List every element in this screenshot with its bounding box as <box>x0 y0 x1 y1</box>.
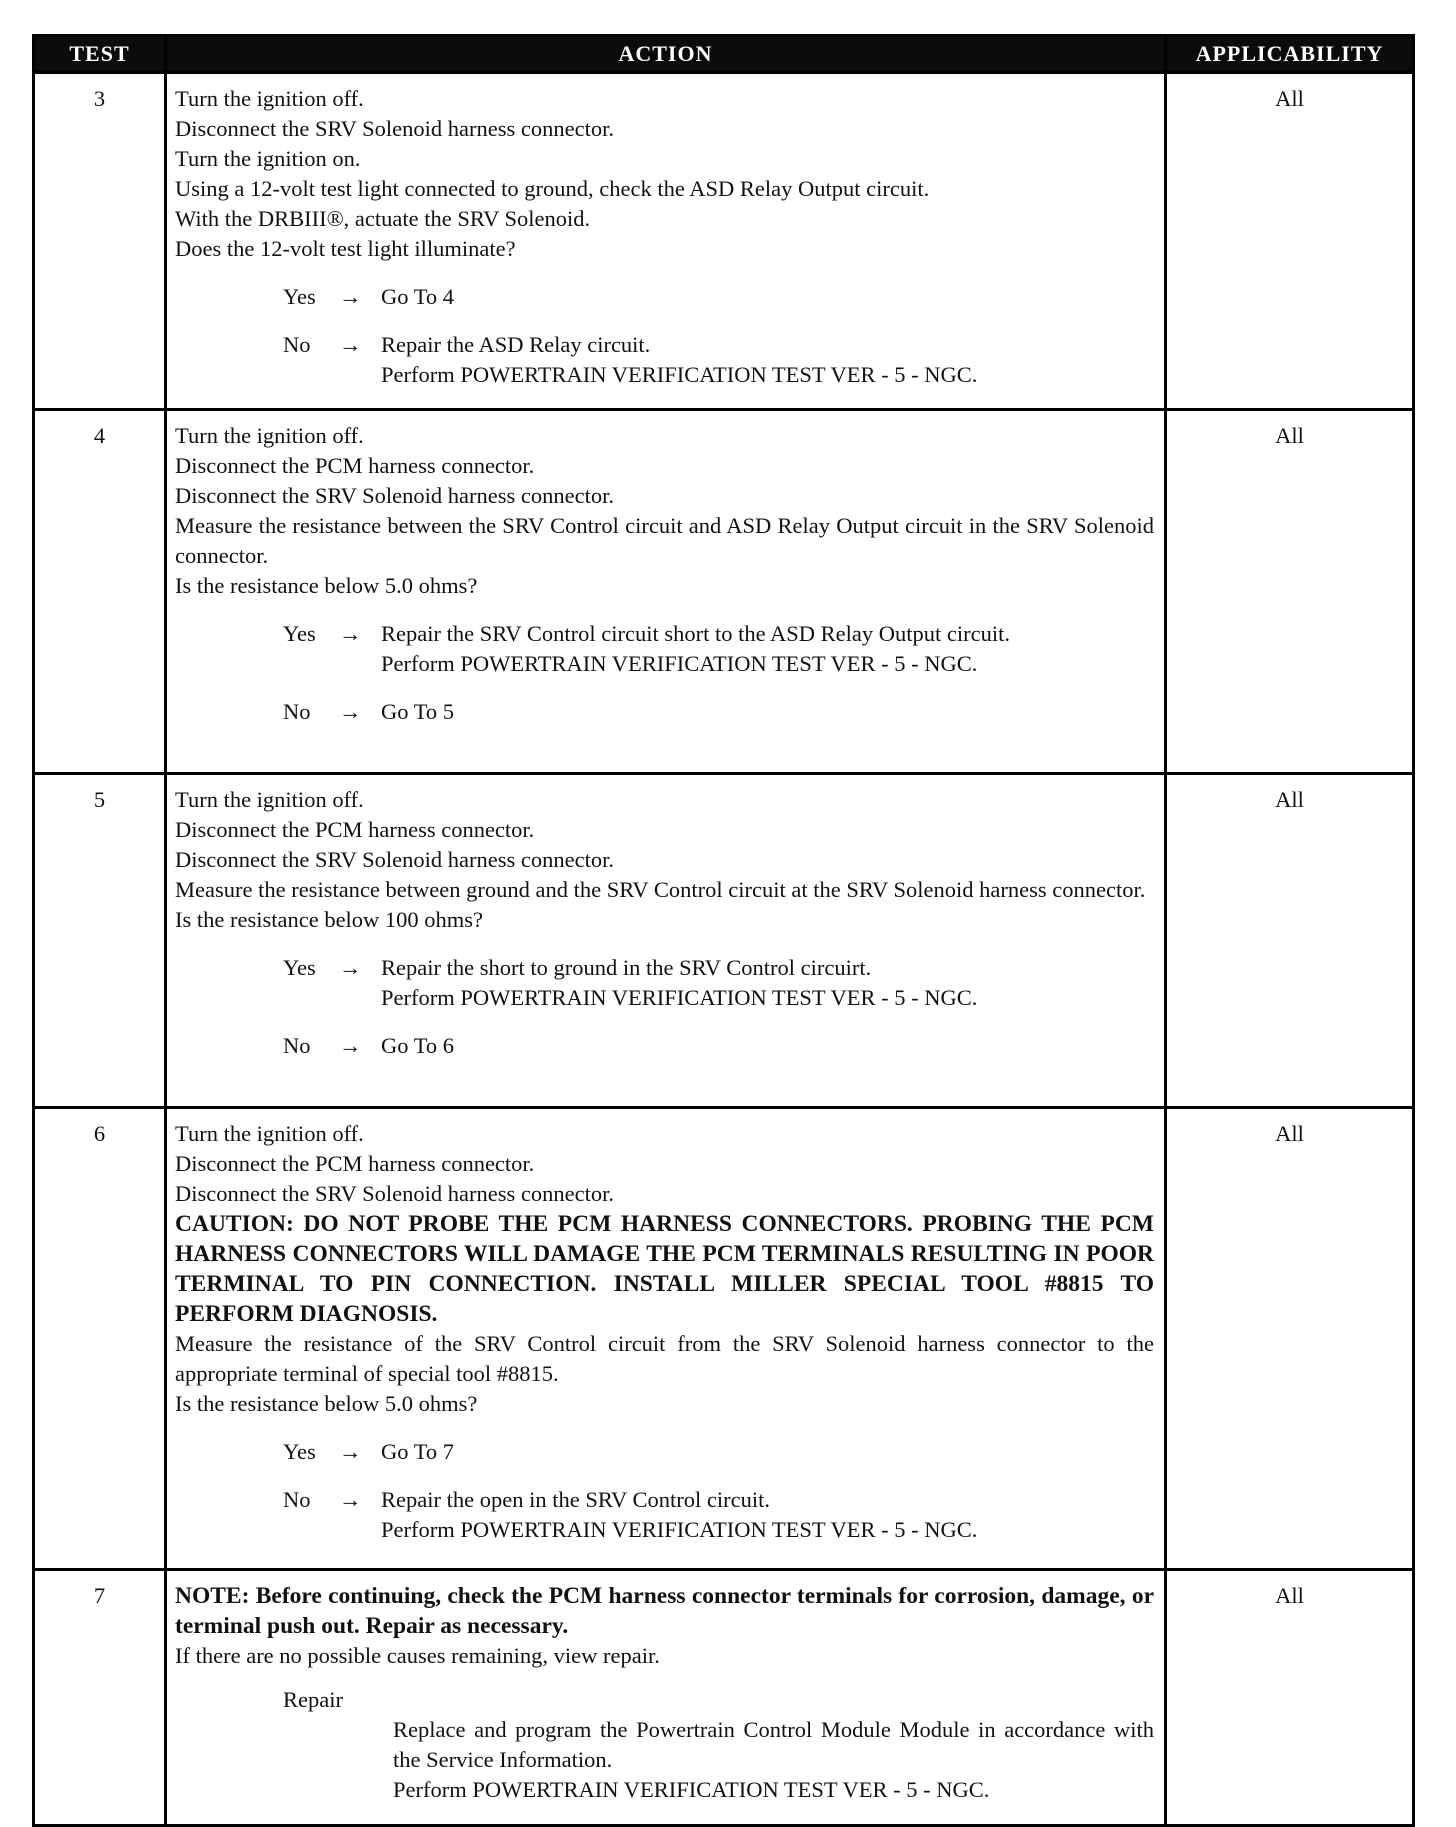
yes-label: Yes <box>283 955 316 980</box>
action-cell <box>166 1570 1166 1826</box>
yes-result: Repair the SRV Control circuit short to the ASD Relay Output circuit. <box>381 621 1010 646</box>
arrow-right-icon: → <box>339 1033 362 1058</box>
repair-result: Replace and program the Powertrain Control Module Module in accordance with the Service Information. <box>393 1717 1154 1772</box>
applicability-cell: All <box>1166 73 1414 410</box>
test-number: 4 <box>34 410 166 774</box>
action-step: Disconnect the SRV Solenoid harness connector. <box>175 1181 614 1206</box>
header-applicability: APPLICABILITY <box>1166 36 1414 73</box>
test-number: 7 <box>34 1570 166 1826</box>
applicability-cell: All <box>1166 1108 1414 1570</box>
no-result: Repair the open in the SRV Control circuit. <box>381 1487 770 1512</box>
no-label: No <box>283 1487 311 1512</box>
table-row <box>34 73 1414 410</box>
yes-result: Repair the short to ground in the SRV Control circuirt. <box>381 955 872 980</box>
applicability-cell: All <box>1166 410 1414 774</box>
no-label: No <box>283 332 311 357</box>
action-question: Is the resistance below 5.0 ohms? <box>175 1391 478 1416</box>
action-step: Disconnect the SRV Solenoid harness connector. <box>175 116 614 141</box>
yes-branch <box>175 282 1154 312</box>
action-step: Disconnect the SRV Solenoid harness connector. <box>175 483 614 508</box>
action-cell <box>166 410 1166 774</box>
diagnostic-test-page <box>32 34 1412 1827</box>
repair-label: Repair <box>283 1687 343 1712</box>
action-step: With the DRBIII®, actuate the SRV Solenoid. <box>175 206 591 231</box>
action-step: Disconnect the PCM harness connector. <box>175 817 535 842</box>
table-row <box>34 774 1414 1108</box>
action-question: Is the resistance below 100 ohms? <box>175 907 484 932</box>
action-step: Disconnect the PCM harness connector. <box>175 1151 535 1176</box>
action-question: Is the resistance below 5.0 ohms? <box>175 573 478 598</box>
arrow-right-icon: → <box>339 1487 362 1512</box>
no-label: No <box>283 699 311 724</box>
yes-result: Perform POWERTRAIN VERIFICATION TEST VER - 5 - NGC. <box>381 651 978 676</box>
action-cell <box>166 73 1166 410</box>
no-branch <box>175 1485 1154 1545</box>
no-label: No <box>283 1033 311 1058</box>
action-step: Measure the resistance of the SRV Control circuit from the SRV Solenoid harness connector to the appropriate terminal of special tool #8815. <box>175 1331 1154 1386</box>
action-step: Using a 12-volt test light connected to ground, check the ASD Relay Output circuit. <box>175 176 930 201</box>
applicability-cell: All <box>1166 774 1414 1108</box>
no-result: Go To 6 <box>381 1033 455 1058</box>
no-branch <box>175 1031 1154 1061</box>
action-cell <box>166 1108 1166 1570</box>
caution-text: CAUTION: DO NOT PROBE THE PCM HARNESS CONNECTORS. PROBING THE PCM HARNESS CONNECTORS WILL DAMAGE THE PCM TERMINALS RESULTING IN POOR TERMINAL TO PIN CONNECTION. INSTALL MILLER SPECIAL TOOL #8815 TO PERFORM DIAGNOSIS. <box>175 1211 1154 1327</box>
action-step: Measure the resistance between ground and the SRV Control circuit at the SRV Solenoid harness connector. <box>175 877 1146 902</box>
test-number: 6 <box>34 1108 166 1570</box>
yes-branch <box>175 1437 1154 1467</box>
applicability-cell: All <box>1166 1570 1414 1826</box>
action-step: Turn the ignition on. <box>175 146 361 171</box>
action-step: Turn the ignition off. <box>175 1121 364 1146</box>
yes-result: Go To 4 <box>381 284 455 309</box>
no-branch <box>175 697 1154 727</box>
table-row <box>34 1108 1414 1570</box>
no-branch <box>175 330 1154 390</box>
no-result: Repair the ASD Relay circuit. <box>381 332 651 357</box>
table-header <box>34 36 1414 73</box>
no-result: Perform POWERTRAIN VERIFICATION TEST VER - 5 - NGC. <box>381 1517 978 1542</box>
action-step: Turn the ignition off. <box>175 423 364 448</box>
arrow-right-icon: → <box>339 1439 362 1464</box>
arrow-right-icon: → <box>339 284 362 309</box>
action-step: Turn the ignition off. <box>175 86 364 111</box>
yes-result: Go To 7 <box>381 1439 455 1464</box>
no-result: Perform POWERTRAIN VERIFICATION TEST VER - 5 - NGC. <box>381 362 978 387</box>
yes-result: Perform POWERTRAIN VERIFICATION TEST VER - 5 - NGC. <box>381 985 978 1010</box>
table-row <box>34 1570 1414 1826</box>
action-step: Disconnect the PCM harness connector. <box>175 453 535 478</box>
note-text: NOTE: Before continuing, check the PCM harness connector terminals for corrosion, damage, or terminal push out. Repair as necessary. <box>175 1583 1154 1639</box>
test-number: 5 <box>34 774 166 1108</box>
header-test: TEST <box>34 36 166 73</box>
action-step: Measure the resistance between the SRV Control circuit and ASD Relay Output circuit in the SRV Solenoid connector. <box>175 513 1154 568</box>
diagnostic-test-table <box>32 34 1415 1827</box>
yes-branch <box>175 619 1154 679</box>
repair-result: Perform POWERTRAIN VERIFICATION TEST VER - 5 - NGC. <box>393 1777 990 1802</box>
yes-branch <box>175 953 1154 1013</box>
arrow-right-icon: → <box>339 699 362 724</box>
action-step: Turn the ignition off. <box>175 787 364 812</box>
yes-label: Yes <box>283 1439 316 1464</box>
action-step: Disconnect the SRV Solenoid harness connector. <box>175 847 614 872</box>
no-result: Go To 5 <box>381 699 455 724</box>
yes-label: Yes <box>283 621 316 646</box>
action-question: Does the 12-volt test light illuminate? <box>175 236 516 261</box>
arrow-right-icon: → <box>339 621 362 646</box>
test-number: 3 <box>34 73 166 410</box>
action-step: If there are no possible causes remaining, view repair. <box>175 1643 660 1668</box>
action-cell <box>166 774 1166 1108</box>
yes-label: Yes <box>283 284 316 309</box>
header-action: ACTION <box>166 36 1166 73</box>
arrow-right-icon: → <box>339 332 362 357</box>
table-row <box>34 410 1414 774</box>
arrow-right-icon: → <box>339 955 362 980</box>
